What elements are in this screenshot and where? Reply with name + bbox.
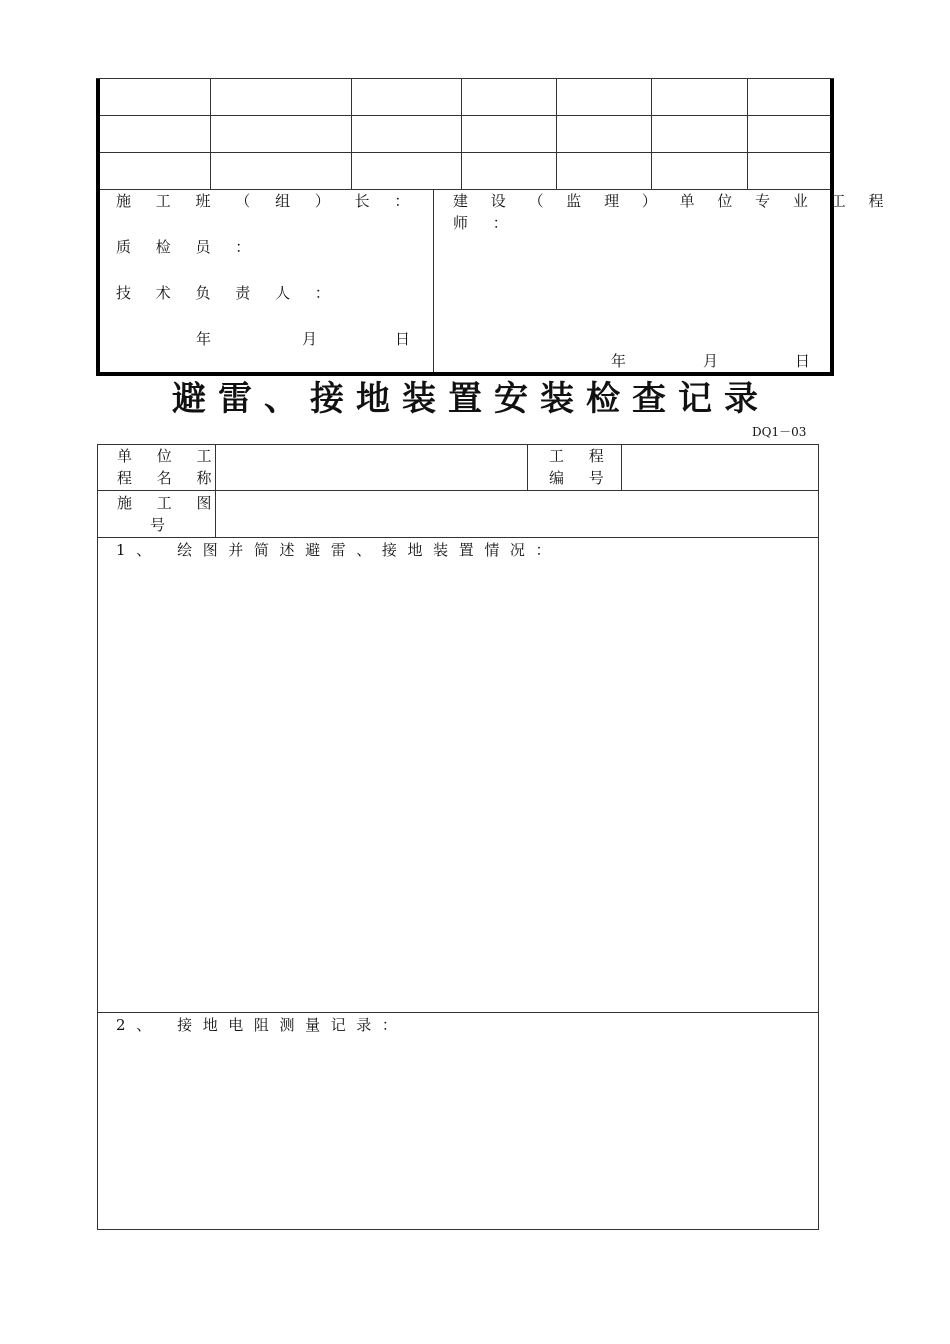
drawing-no-label-line2: 号 — [150, 516, 166, 534]
engineer-label-line1: 建 设 （ 监 理 ） 单 位 专 业 工 程 — [453, 192, 893, 210]
left-date-month: 月 — [302, 330, 318, 348]
project-no-label-line1: 工 程 — [549, 447, 614, 465]
unit-name-label-line2: 程 名 称 — [117, 469, 222, 487]
left-date-day: 日 — [395, 330, 411, 348]
unit-name-label-line1: 单 位 工 — [117, 447, 222, 465]
drawing-no-label-line1: 施 工 图 — [117, 494, 222, 512]
left-date-year: 年 — [196, 330, 212, 348]
form-code: DQ1－03 — [752, 425, 807, 439]
top-grid-col-line — [651, 78, 652, 189]
project-no-label-line2: 编 号 — [549, 469, 614, 487]
top-table-top-border — [96, 78, 834, 79]
drawing-no-field[interactable] — [216, 491, 818, 537]
section2-label: 2、 接地电阻测量记录： — [116, 1016, 408, 1034]
top-grid-col-line — [747, 78, 748, 189]
engineer-label-line2: 师 ： — [453, 214, 518, 232]
tech-lead-label: 技 术 负 责 人 ： — [116, 284, 340, 302]
page-title: 避雷、接地装置安装检查记录 — [172, 379, 770, 419]
section2-resistance-area[interactable] — [98, 1013, 818, 1229]
top-grid-col-line — [210, 78, 211, 189]
section1-label: 1、 绘图并简述避雷、接地装置情况： — [116, 541, 562, 559]
unit-name-field[interactable] — [216, 445, 527, 490]
right-date-month: 月 — [703, 352, 719, 370]
signature-divider — [433, 189, 434, 372]
top-table-left-border — [96, 78, 100, 376]
team-leader-label: 施 工 班 （ 组 ） 长 ： — [116, 192, 420, 210]
top-grid-col-line — [556, 78, 557, 189]
form-col-line — [527, 444, 528, 490]
right-date-year: 年 — [611, 352, 627, 370]
inspector-label: 质 检 员 ： — [116, 238, 261, 256]
right-date-day: 日 — [795, 352, 811, 370]
top-grid-col-line — [461, 78, 462, 189]
project-no-field[interactable] — [622, 445, 818, 490]
top-grid-col-line — [351, 78, 352, 189]
top-table-right-border — [830, 78, 834, 376]
section1-drawing-area[interactable] — [98, 538, 818, 1012]
